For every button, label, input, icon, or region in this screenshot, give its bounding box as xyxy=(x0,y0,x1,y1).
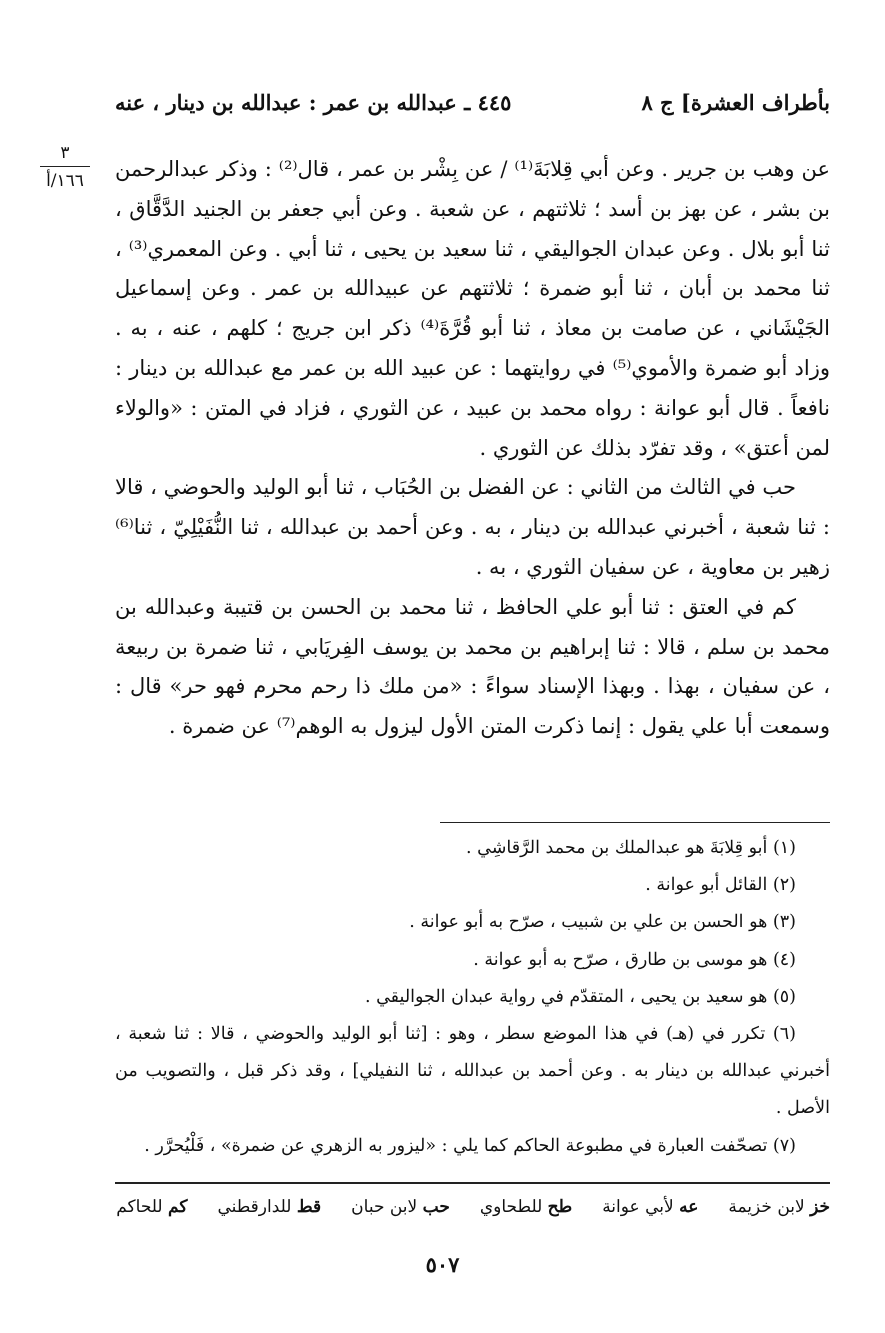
abbreviation-item: حب لابن حبان xyxy=(351,1197,450,1217)
footnote: (٢) القائل أبو عوانة . xyxy=(645,875,796,896)
abbreviation-key xyxy=(115,1190,830,1224)
paragraph: كم في العتق : ثنا أبو علي الحافظ ، ثنا محمد بن الحسن بن قتيبة وعبدالله بن محمد بن سلم ، قالا : ثنا إبراهيم بن محمد بن يوسف الفِريَابي ، ثنا ضمرة بن ربيعة ، عن سفيان ، بهذا . وبهذا الإسناد سواءً : «من ملك ذا رحم محرم فهو حر» قال : وسمعت أبا علي يقول : إنما ذكرت المتن الأول ليزول به الوهم⁽⁷⁾ عن ضمرة . xyxy=(115,594,830,739)
abbreviation-item: طح للطحاوي xyxy=(479,1197,573,1217)
abbreviation-item: قط للدارقطني xyxy=(217,1197,322,1217)
folio-volume: ٣ xyxy=(60,143,70,163)
abbreviation-item: عه لأبي عوانة xyxy=(602,1197,699,1217)
footnote: (٦) تكرر في (هـ) في هذا الموضع سطر ، وهو : [ثنا أبو الوليد والحوضي ، قالا : ثنا شعبة ، أخبرني عبدالله بن دينار به . وعن أحمد بن عبدالله ، ثنا النفيلي] ، وقد ذكر قبل ، والتصويب من الأصل . xyxy=(115,1024,830,1119)
paragraph: حب في الثالث من الثاني : عن الفضل بن الحُبَاب ، ثنا أبو الوليد والحوضي ، قالا : ثنا شعبة ، أخبرني عبدالله بن دينار ، به . وعن أحمد بن عبدالله ، ثنا النُّفَيْلِيّ ، ثنا⁽⁶⁾ زهير بن معاوية ، عن سفيان الثوري ، به . xyxy=(115,475,830,579)
paragraph: عن وهب بن جرير . وعن أبي قِلابَةَ⁽¹⁾ / عن بِشْر بن عمر ، قال⁽²⁾ : وذكر عبدالرحمن بن بشر ، عن بهز بن أسد ؛ ثلاثتهم ، عن شعبة . وعن أبي جعفر بن الجنيد الدَّقَّاق ، ثنا أبو بلال . وعن عبدان الجواليقي ، ثنا سعيد بن يحيى ، ثنا أبي . وعن المعمري⁽³⁾ ، ثنا محمد بن أبان ، ثنا أبو ضمرة ؛ ثلاثتهم عن عبيدالله بن عمر . وعن إسماعيل الجَيْشَاني ، عن صامت بن معاذ ، ثنا أبو قُرَّةَ⁽⁴⁾ ذكر ابن جريج ؛ كلهم ، عنه ، به . وزاد أبو ضمرة والأموي⁽⁵⁾ في روايتهما : عن عبيد الله بن عمر مع عبدالله بن دينار : نافعاً . قال أبو عوانة : رواه محمد بن عبيد ، عن الثوري ، فزاد في المتن : «والولاء لمن أعتق» ، وقد تفرّد بذلك عن الثوري . xyxy=(115,157,830,460)
footnote: (٣) هو الحسن بن علي بن شبيب ، صرّح به أبو عوانة . xyxy=(409,912,796,933)
header-section-title: ٤٤٥ ـ عبدالله بن عمر : عبدالله بن دينار ، عنه xyxy=(115,89,512,115)
abbreviation-item: كم للحاكم xyxy=(116,1197,188,1217)
abbreviation-item: خز لابن خزيمة xyxy=(728,1197,830,1217)
footnote: (١) أبو قِلابَةَ هو عبدالملك بن محمد الرَّقاشِي . xyxy=(466,838,796,858)
manuscript-folio-marker xyxy=(30,142,100,192)
footnote: (٤) هو موسى بن طارق ، صرّح به أبو عوانة . xyxy=(473,949,796,970)
footnote: (٧) تصحّفت العبارة في مطبوعة الحاكم كما يلي : «ليزور به الزهري عن ضمرة» ، فَلْيُحرَّر . xyxy=(144,1135,796,1156)
main-text xyxy=(115,150,830,747)
folio-divider xyxy=(40,166,90,167)
running-header xyxy=(115,82,830,122)
folio-number: ١٦٦/أ xyxy=(46,171,84,191)
footnote-separator xyxy=(440,822,830,823)
abbreviation-rule xyxy=(115,1182,830,1184)
footnotes xyxy=(115,830,830,1165)
footnote: (٥) هو سعيد بن يحيى ، المتقدّم في رواية عبدان الجواليقي . xyxy=(364,986,796,1007)
page-number: ٥٠٧ xyxy=(425,1252,460,1277)
header-book-title: بأطراف العشرة] ج ٨ xyxy=(641,89,830,115)
